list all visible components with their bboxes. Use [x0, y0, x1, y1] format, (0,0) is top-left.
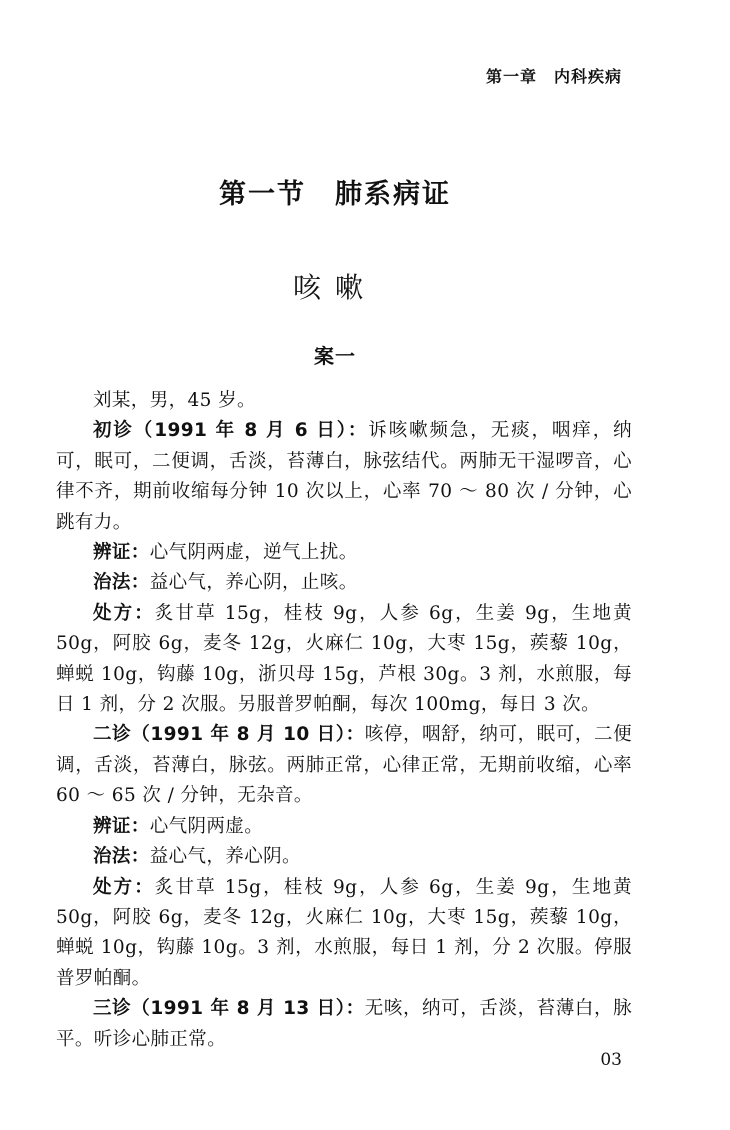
second-prescription	[56, 873, 632, 995]
first-treatment-text: 益心气，养心阴，止咳。	[149, 572, 358, 594]
first-visit	[56, 416, 632, 538]
first-prescription-label: 处方：	[93, 602, 155, 624]
second-diagnosis	[56, 812, 632, 842]
disease-title: 咳嗽	[292, 271, 377, 304]
third-visit	[56, 994, 632, 1055]
second-prescription-label: 处方：	[93, 876, 155, 898]
patient-info-text: 刘某，男，45 岁。	[93, 390, 256, 411]
running-header: 第一章 内科疾病	[485, 67, 622, 86]
second-treatment-text: 益心气，养心阴。	[149, 846, 301, 868]
case-body	[56, 386, 632, 1055]
second-treatment-label: 治法：	[93, 846, 150, 868]
second-prescription-text: 炙甘草 15g，桂枝 9g，人参 6g，生姜 9g，生地黄 50g，阿胶 6g，麦冬 12g，火麻仁 10g，大枣 15g，蒺藜 10g，蝉蜕 10g，钩藤 10g。3 剂，水煎服，每日 1 剂，分 2 次服。停服普罗帕酮。	[56, 876, 632, 989]
first-prescription-text: 炙甘草 15g，桂枝 9g，人参 6g，生姜 9g，生地黄 50g，阿胶 6g，麦冬 12g，火麻仁 10g，大枣 15g，蒺藜 10g，蝉蜕 10g，钩藤 10g，浙贝母 15g，芦根 30g。3 剂，水煎服，每日 1 剂，分 2 次服。另服普罗帕酮，每次 100mg，每日 3 次。	[56, 602, 632, 716]
first-diagnosis-text: 心气阴两虚，逆气上扰。	[149, 542, 358, 564]
second-diagnosis-label: 辨证：	[93, 815, 150, 837]
first-treatment-label: 治法：	[93, 572, 150, 594]
patient-info	[56, 386, 632, 416]
case-title: 案一	[314, 344, 356, 368]
page-number: 03	[600, 1050, 622, 1070]
section-title: 第一节 肺系病证	[219, 179, 451, 210]
third-visit-text: 无咳，纳可，舌淡，苔薄白，脉平。听诊心肺正常。	[56, 998, 632, 1050]
second-diagnosis-text: 心气阴两虚。	[149, 815, 264, 837]
second-visit-text: 咳停，咽舒，纳可，眠可，二便调，舌淡，苔薄白，脉弦。两肺正常，心律正常，无期前收缩，心率 60 ～ 65 次 / 分钟，无杂音。	[56, 724, 632, 807]
first-visit-label: 初诊（1991 年 8 月 6 日）：	[93, 420, 369, 442]
first-visit-text: 诉咳嗽频急，无痰，咽痒，纳可，眠可，二便调，舌淡，苔薄白，脉弦结代。两肺无干湿啰音，心律不齐，期前收缩每分钟 10 次以上，心率 70 ～ 80 次 / 分钟，心跳有力。	[56, 420, 632, 533]
second-visit-label: 二诊（1991 年 8 月 10 日）：	[93, 724, 365, 746]
second-visit	[56, 720, 632, 811]
second-treatment	[56, 842, 632, 872]
first-diagnosis	[56, 538, 632, 568]
third-visit-label: 三诊（1991 年 8 月 13 日）：	[93, 998, 365, 1020]
first-diagnosis-label: 辨证：	[93, 542, 150, 564]
first-treatment	[56, 568, 632, 598]
first-prescription	[56, 599, 632, 721]
